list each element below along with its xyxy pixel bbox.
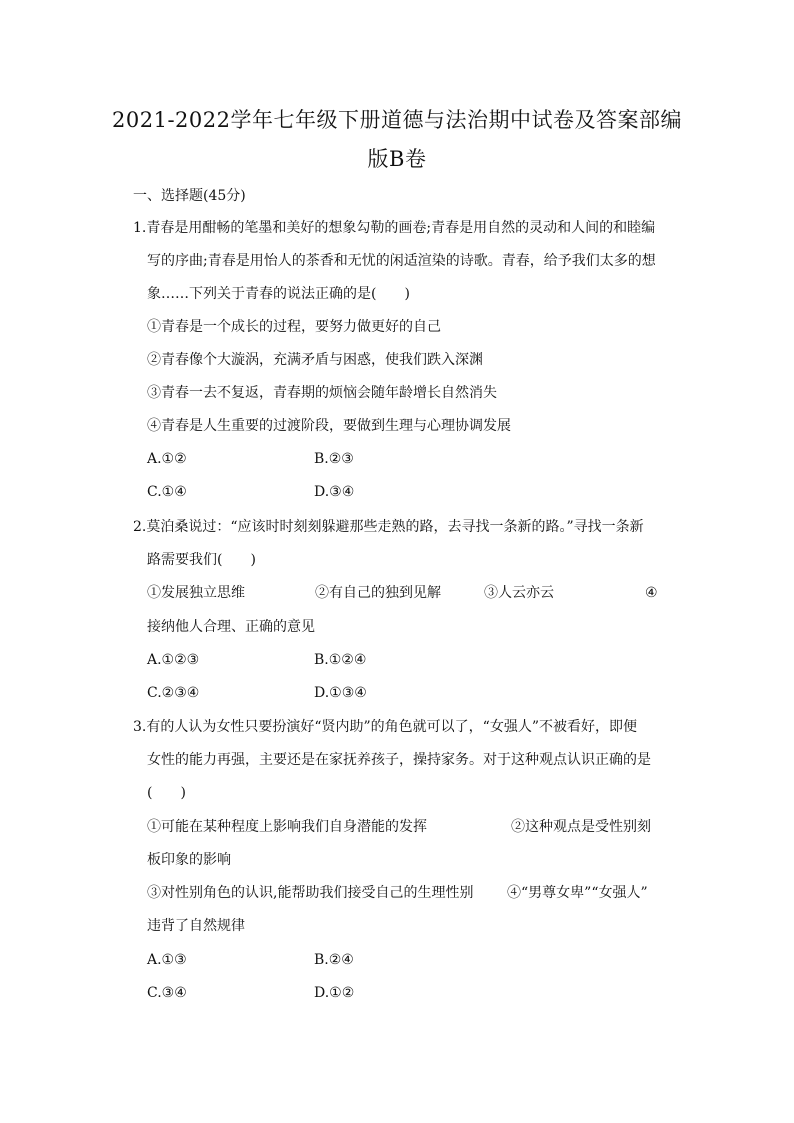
question-3-statement-2: ②这种观点是受性别刻 — [511, 819, 651, 835]
question-1-option-d[interactable]: D.③④ — [314, 484, 355, 500]
question-1-option-c[interactable]: C.①④ — [147, 484, 187, 500]
question-1-text: 1.青春是用酣畅的笔墨和美好的想象勾勒的画卷;青春是用自然的灵动和人间的和睦编 — [133, 220, 656, 236]
question-2-statement-1: ①发展独立思维 — [147, 585, 245, 601]
question-3-option-c[interactable]: C.③④ — [147, 985, 187, 1001]
question-1-statement-2: ②青春像个大漩涡，充满矛盾与困惑，使我们跌入深渊 — [147, 352, 483, 368]
question-3-option-d[interactable]: D.①② — [314, 985, 355, 1001]
question-2-option-c[interactable]: C.②③④ — [147, 685, 200, 701]
question-3-text: 3.有的人认为女性只要扮演好“贤内助”的角色就可以了，“女强人”不被看好，即便 — [133, 719, 637, 735]
question-3-statement-4: ④“男尊女卑”“女强人” — [507, 885, 648, 901]
question-3-statement-4-cont: 违背了自然规律 — [147, 918, 245, 934]
question-3-statement-2-cont: 板印象的影响 — [147, 852, 231, 868]
question-1-statement-1: ①青春是一个成长的过程，要努力做更好的自己 — [147, 319, 441, 335]
page-title: 2021-2022学年七年级下册道德与法治期中试卷及答案部编 — [112, 108, 682, 132]
page-title-continued: 版B卷 — [367, 147, 427, 171]
question-3-option-a[interactable]: A.①③ — [147, 952, 187, 968]
question-1-statement-3: ③青春一去不复返，青春期的烦恼会随年龄增长自然消失 — [147, 385, 497, 401]
question-2-text-cont: 路需要我们( ) — [147, 552, 256, 568]
question-3-text-cont: 女性的能力再强，主要还是在家抚养孩子，操持家务。对于这种观点认识正确的是 — [147, 752, 651, 768]
question-2-text: 2.莫泊桑说过：“应该时时刻刻躲避那些走熟的路，去寻找一条新的路。”寻找一条新 — [133, 519, 644, 535]
question-1-text-cont: 象……下列关于青春的说法正确的是( ) — [147, 286, 410, 302]
section-heading: 一、选择题(45分) — [133, 188, 246, 204]
question-1-statement-4: ④青春是人生重要的过渡阶段，要做到生理与心理协调发展 — [147, 418, 511, 434]
question-2-option-b[interactable]: B.①②④ — [314, 652, 367, 668]
question-1-option-b[interactable]: B.②③ — [314, 451, 354, 467]
question-2-option-a[interactable]: A.①②③ — [147, 652, 200, 668]
question-2-statement-4: 接纳他人合理、正确的意见 — [147, 619, 315, 635]
question-3-text-cont: ( ) — [147, 785, 186, 801]
question-1-option-a[interactable]: A.①② — [147, 451, 187, 467]
question-3-statement-3: ③对性别角色的认识,能帮助我们接受自己的生理性别 — [147, 885, 474, 901]
question-2-statement-2: ②有自己的独到见解 — [315, 585, 441, 601]
question-2-option-d[interactable]: D.①③④ — [314, 685, 367, 701]
question-2-statement-3: ③人云亦云 — [484, 585, 554, 601]
question-1-text-cont: 写的序曲;青春是用怡人的茶香和无忧的闲适渲染的诗歌。青春，给予我们太多的想 — [147, 253, 656, 269]
question-3-option-b[interactable]: B.②④ — [314, 952, 354, 968]
question-3-statement-1: ①可能在某种程度上影响我们自身潜能的发挥 — [147, 819, 427, 835]
question-2-statement-4-marker: ④ — [645, 585, 658, 601]
